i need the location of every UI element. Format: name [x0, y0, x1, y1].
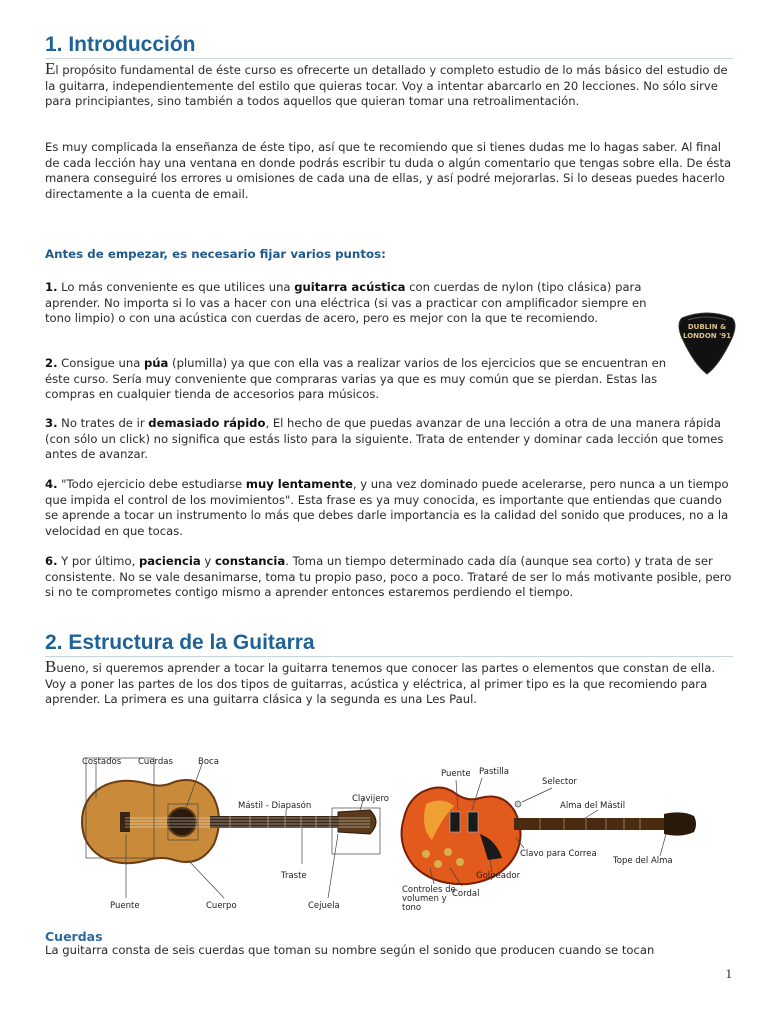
label-cordal: Cordal	[452, 889, 480, 899]
point-1: 1. Lo más conveniente es que utilices una guitarra acústica con cuerdas de nylon (tipo clásica) para aprender. No importa si lo vas a hacer con una eléctrica (si vas a practicar con amplificador siempre en tono limpio) o con una acústica con cuerdas de acero, pero es mejor con la que te recomiendo.	[45, 280, 647, 325]
intro-paragraph: El propósito fundamental de éste curso es ofrecerte un detallado y completo estudio de lo más básico del estudio de la guitarra, independientemente del estilo que quieras tocar. Voy a intentar abarcarlo en 20 lecciones. No sólo sirve para principiantes, sino también a todos aquellos que quieran tomar una retroalimentación.	[45, 59, 728, 108]
label-cuerdas: Cuerdas	[138, 757, 173, 767]
point-6: 6. Y por último, paciencia y constancia. Toma un tiempo determinado cada día (aunque sea corto) y trata de ser consistente. No se vale desanimarse, toma tu propio paso, poco a poco. Trataré de ser lo más motivante posible, pero si no te comprometes contigo mismo a aprender entonces estaremos perdiendo el tiempo.	[45, 554, 732, 599]
label-mastil: Mástil - Diapasón	[238, 801, 312, 811]
points-heading: Antes de empezar, es necesario fijar varios puntos:	[45, 247, 386, 261]
drop-cap: E	[45, 59, 56, 78]
label-clavo-correa: Clavo para Correa	[520, 849, 597, 859]
label-traste: Traste	[281, 871, 307, 881]
cuerdas-paragraph: La guitarra consta de seis cuerdas que toman su nombre según el sonido que producen cuando se tocan	[45, 943, 655, 957]
acoustic-guitar-illustration	[82, 757, 389, 911]
label-golpeador: Golpeador	[476, 871, 521, 881]
structure-intro-paragraph: Bueno, si queremos aprender a tocar la guitarra tenemos que conocer las partes o elementos que constan de ella. Voy a poner las partes de los dos tipos de guitarras, acústica y eléctrica, al primer tipo es la que recomiendo para aprender. La primera es una guitarra clásica y la segunda es una Les Paul.	[45, 657, 716, 706]
label-clavijero: Clavijero	[352, 794, 389, 804]
label-selector: Selector	[542, 777, 577, 787]
paragraph-dudas: Es muy complicada la enseñanza de éste tipo, así que te recomiendo que si tienes dudas me lo hagas saber. Al final de cada lección hay una ventana en donde podrás escribir tu duda o algún comentario que tengas sobre ella. De ésta manera conseguiré los errores u omisiones de cada una de ellas, y así podré mejorarlas. Si lo deseas puedes hacerlo directamente a la cuenta de email.	[45, 140, 732, 201]
svg-text:DUBLIN &: DUBLIN &	[687, 323, 727, 331]
label-cuerpo: Cuerpo	[206, 901, 237, 911]
label-puente-electrica: Puente	[441, 769, 471, 779]
label-alma-mastil: Alma del Mástil	[560, 801, 626, 811]
label-tope-alma: Tope del Alma	[613, 856, 673, 866]
point-3: 3. No trates de ir demasiado rápido, El hecho de que puedas avanzar de una lección a otra de una manera rápida (con sólo un click) no significa que estás listo para la siguiente. Trata de entender y dominar cada lección que tomes antes de avanzar.	[45, 416, 724, 461]
svg-text:volumen y: volumen y	[402, 894, 447, 904]
guitar-pick-image	[676, 310, 738, 376]
electric-guitar-illustration	[402, 767, 696, 913]
label-controles: Controles de	[402, 885, 456, 895]
label-pastilla: Pastilla	[479, 767, 510, 777]
label-costados: Costados	[82, 757, 122, 767]
point-4: 4. "Todo ejercicio debe estudiarse muy lentamente, y una vez dominado puede acelerarse, pero nunca a un tiempo que impida el control de los movimientos". Esta frase es ya muy conocida, es importante que entiendas que cuando se aprende a tocar un instrumento lo más que debes darle importancia es la calidad del sonido que produces, no a la velocidad en que tocas.	[45, 477, 729, 538]
label-cejuela: Cejuela	[308, 901, 340, 911]
page-number: 1	[725, 966, 732, 981]
guitar-parts-diagram	[70, 748, 710, 918]
point-2: 2. Consigue una púa (plumilla) ya que con ella vas a realizar varios de los ejercicios que se encuentran en éste curso. Sería muy conveniente que compraras varias ya que es muy común que se pierdan. Estas las compras en cualquier tienda de accesorios para músicos.	[45, 356, 667, 401]
label-puente-acustica: Puente	[110, 901, 140, 911]
section-2-title: 2. Estructura de la Guitarra	[45, 631, 733, 657]
svg-text:LONDON '91: LONDON '91	[683, 332, 731, 340]
section-1-title: 1. Introducción	[45, 33, 733, 59]
label-boca: Boca	[198, 757, 219, 767]
svg-text:tono: tono	[402, 903, 422, 913]
cuerdas-heading: Cuerdas	[45, 929, 103, 944]
